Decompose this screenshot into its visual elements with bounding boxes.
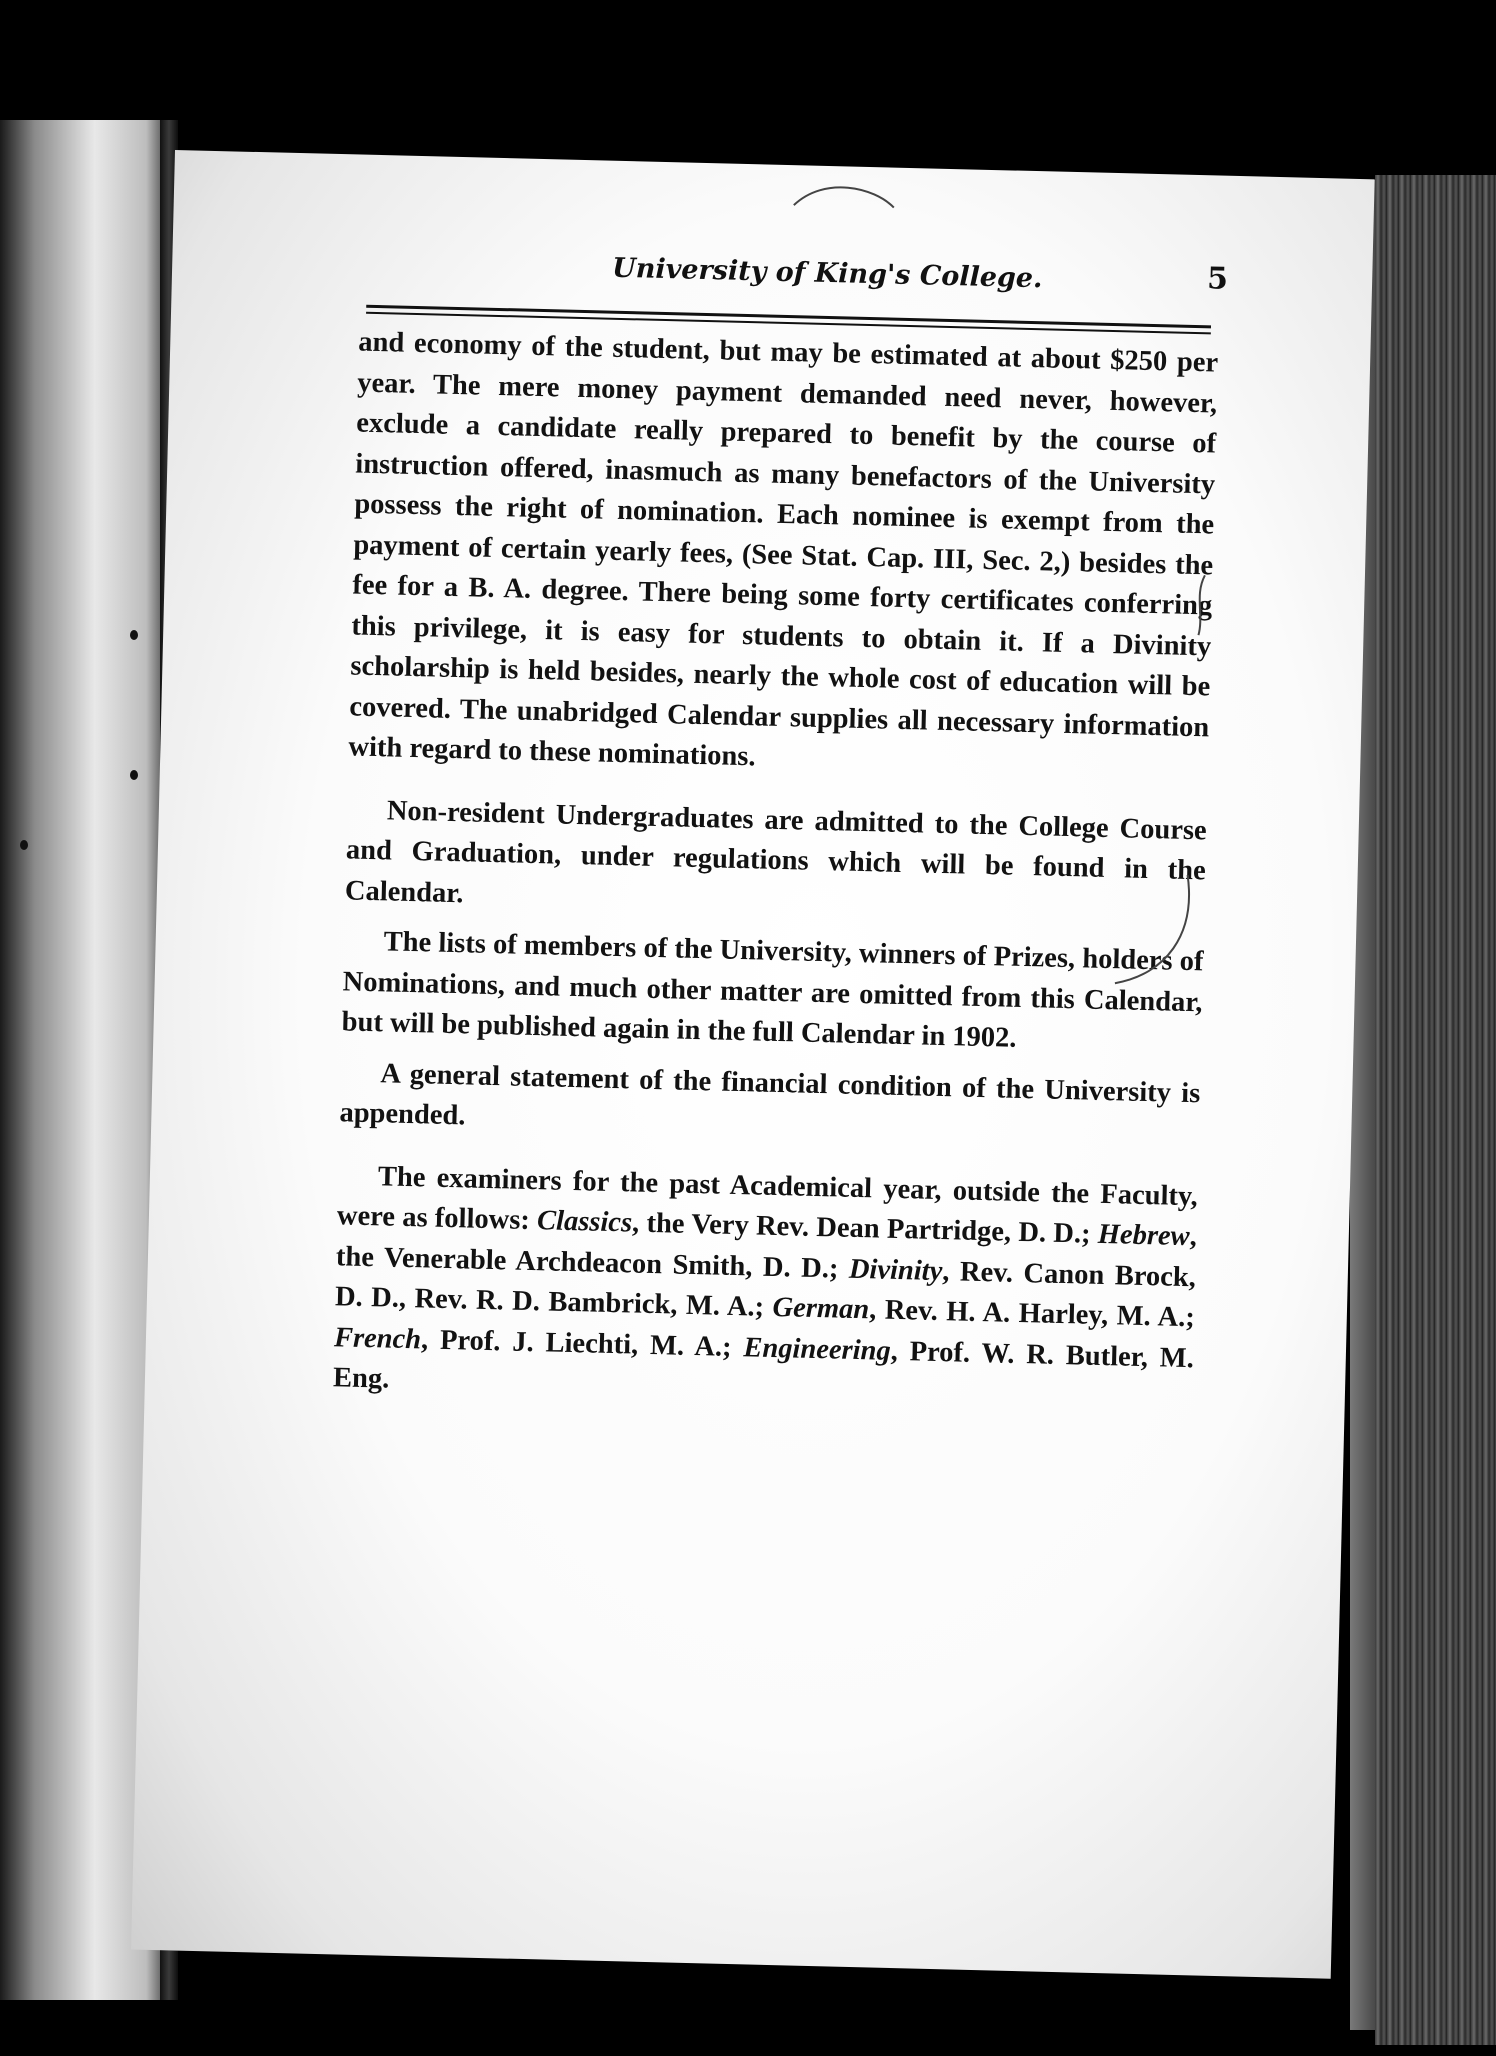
examiner-french: Prof. J. Liechti, M. A.;	[439, 1324, 732, 1363]
subject-engineering: Engineering	[743, 1331, 892, 1367]
examiner-divinity: Rev. Canon Brock, D. D., Rev. R. D. Bambrick, M. A.;	[334, 1256, 1197, 1323]
margin-speck	[20, 840, 28, 850]
subject-divinity: Divinity	[848, 1253, 943, 1287]
pencil-stroke	[794, 186, 894, 207]
subject-hebrew: Hebrew	[1097, 1218, 1191, 1253]
examiner-german: Rev. H. A. Harley, M. A.;	[884, 1294, 1196, 1334]
page-stack-edge	[1375, 175, 1496, 2045]
paragraph-nominations: and economy of the student, but may be estimated at about $250 per year. The mere money payment demanded need never, however, exclude a candidate really prepared to benefit by the course of instruction offered, inasmuch as many benefactors of the University possess the right of nomination. Each nominee is exempt from the payment of certain yearly fees, (See Stat. Cap. III, Sec. 2,) besides the fee for a B. A. degree. There being some forty certificates conferring this privilege, it is easy for students to obtain it. If a Divinity scholarship is held besides, nearly the whole cost of education will be covered. The unabridged Calendar supplies all necessary information with regard to these nominations.	[348, 326, 1219, 773]
subject-classics: Classics	[536, 1205, 633, 1239]
book-page	[131, 150, 1375, 1979]
subject-german: German	[772, 1291, 870, 1326]
examiner-classics: the Very Rev. Dean Partridge, D. D.;	[646, 1207, 1091, 1250]
subject-french: French	[333, 1321, 422, 1355]
pencil-marks	[131, 150, 1375, 1979]
examiner-hebrew: the Venerable Archdeacon Smith, D. D.;	[335, 1240, 839, 1285]
examiners-intro: The examiners for the past Academical year, outside the Faculty, were as follows:	[336, 1160, 1199, 1236]
paragraph-lists: The lists of members of the University, winners of Prizes, holders of Nominations, and much other matter are omitted from this Calendar, but will be published again in the full Calendar in 1902.	[341, 926, 1204, 1054]
margin-speck	[130, 630, 138, 640]
pencil-stroke	[1198, 575, 1204, 635]
examiner-engineering: Prof. W. R. Butler, M. Eng.	[332, 1335, 1195, 1395]
paragraph-examiners: The examiners for the past Academical year, outside the Faculty, were as follows: Classics, the Very Rev. Dean Partridge, D. D.; Hebrew, the Venerable Archdeacon Smith, D. D.; Divinity, Rev. Canon Brock, D. D., Rev. R. D. Bambrick, M. A.; German, Rev. H. A. Harley, M. A.; French, Prof. J. Liechti, M. A.; Engineering, Prof. W. R. Butler, M. Eng.	[332, 1160, 1199, 1395]
pencil-stroke	[1115, 873, 1190, 985]
page-number: 5	[1206, 261, 1229, 297]
paragraph-financial: A general statement of the financial condition of the University is appended.	[339, 1057, 1201, 1132]
running-head: University of King's College.	[611, 252, 1043, 295]
margin-speck	[130, 770, 138, 780]
paragraph-non-resident: Non-resident Undergraduates are admitted to the College Course and Graduation, under regulations which will be found in the Calendar.	[344, 794, 1208, 909]
